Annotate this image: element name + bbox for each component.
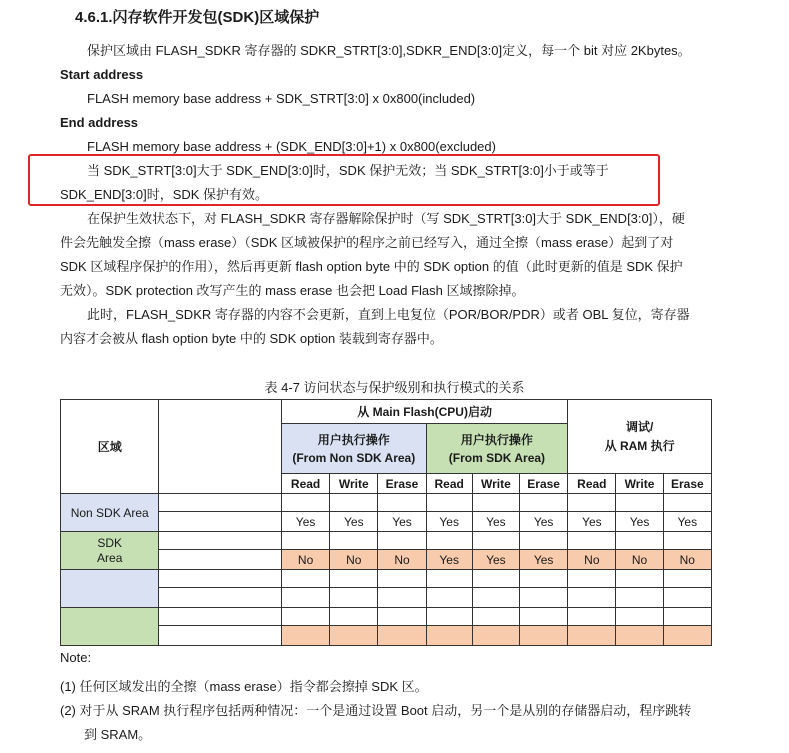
paragraph-2-line-2: 件会先触发全擦（mass erase）（SDK 区域被保护的程序之前已经写入，通过全擦（mass erase）起到了对 xyxy=(60,235,674,250)
sdk-area-label xyxy=(61,532,159,570)
value-cell: No xyxy=(281,550,329,570)
debug-header xyxy=(568,400,712,474)
intro-paragraph: 保护区域由 FLASH_SDKR 寄存器的 SDKR_STRT[3:0],SDKR_END[3:0]定义，每一个 bit 对应 2Kbytes。 xyxy=(87,43,691,58)
value-cell: Yes xyxy=(472,512,519,532)
value-cell: No xyxy=(378,550,426,570)
start-address-formula: FLASH memory base address + SDK_STRT[3:0] x 0x800(included) xyxy=(87,91,476,106)
note-2-line-1: (2) 对于从 SRAM 执行程序包括两种情况：一个是通过设置 Boot 启动，另一个是从别的存储器启动，程序跳转 xyxy=(60,703,692,718)
section-heading: 4.6.1.闪存软件开发包(SDK)区域保护 xyxy=(75,9,320,26)
note-1: (1) 任何区域发出的全擦（mass erase）指令都会擦掉 SDK 区。 xyxy=(60,679,428,694)
value-cell: Yes xyxy=(330,512,378,532)
value-cell: Yes xyxy=(520,512,568,532)
value-cell: Yes xyxy=(426,512,472,532)
value-cell: Yes xyxy=(663,512,711,532)
op-header: Read xyxy=(281,474,329,494)
start-address-label: Start address xyxy=(60,67,144,82)
region-header: 区域 xyxy=(61,400,159,494)
end-address-formula: FLASH memory base address + (SDK_END[3:0]+1) x 0x800(excluded) xyxy=(87,139,496,154)
user-non-sdk-header xyxy=(281,424,426,474)
paragraph-3-line-1: 此时，FLASH_SDKR 寄存器的内容不会更新，直到上电复位（POR/BOR/PDR）或者 OBL 复位，寄存器 xyxy=(87,307,690,322)
value-cell: No xyxy=(568,550,616,570)
paragraph-2-line-3: SDK 区域程序保护的作用），然后再更新 flash option byte 中的 SDK option 的值（此时更新的值是 SDK 保护 xyxy=(60,259,683,274)
op-header: Erase xyxy=(663,474,711,494)
user-sdk-header-line-2: (From SDK Area) xyxy=(448,450,546,465)
sdk-area-label-line-2: Area xyxy=(97,550,123,565)
value-cell: No xyxy=(663,550,711,570)
op-header: Erase xyxy=(378,474,426,494)
non-sdk-area-label: Non SDK Area xyxy=(61,494,159,532)
user-sdk-header-line-1: 用户执行操作 xyxy=(460,432,533,447)
paragraph-2-line-1: 在保护生效状态下，对 FLASH_SDKR 寄存器解除保护时（写 SDK_STRT[3:0]大于 SDK_END[3:0]），硬 xyxy=(87,211,685,226)
value-cell: Yes xyxy=(520,550,568,570)
paragraph-3-line-2: 内容才会被从 flash option byte 中的 SDK option 装载到寄存器中。 xyxy=(60,331,443,346)
access-table xyxy=(60,399,712,646)
value-cell: Yes xyxy=(281,512,329,532)
value-cell: Yes xyxy=(568,512,616,532)
op-header: Read xyxy=(426,474,472,494)
note-title: Note: xyxy=(60,650,92,665)
user-non-sdk-header-line-2: (From Non SDK Area) xyxy=(292,450,416,465)
op-header: Read xyxy=(568,474,616,494)
value-cell: Yes xyxy=(616,512,663,532)
op-header: Erase xyxy=(520,474,568,494)
value-cell: No xyxy=(330,550,378,570)
op-header: Write xyxy=(472,474,519,494)
blank-region-green xyxy=(61,608,159,646)
value-cell: No xyxy=(616,550,663,570)
sdk-area-label-line-1: SDK xyxy=(97,535,123,550)
highlight-line-2: SDK_END[3:0]时，SDK 保护有效。 xyxy=(60,187,269,202)
table-caption: 表 4-7 访问状态与保护级别和执行模式的关系 xyxy=(264,380,525,395)
user-non-sdk-header-line-1: 用户执行操作 xyxy=(317,432,390,447)
note-2-line-2: 到 SRAM。 xyxy=(84,727,152,742)
debug-header-line-2: 从 RAM 执行 xyxy=(604,438,675,453)
debug-header-line-1: 调试/ xyxy=(625,419,654,434)
empty-header-cell xyxy=(159,400,282,494)
paragraph-2-line-4: 无效）。SDK protection 改写产生的 mass erase 也会把 Load Flash 区域擦除掉。 xyxy=(60,283,525,298)
end-address-label: End address xyxy=(60,115,139,130)
value-cell: Yes xyxy=(472,550,519,570)
main-flash-header: 从 Main Flash(CPU)启动 xyxy=(281,400,567,424)
highlight-line-1: 当 SDK_STRT[3:0]大于 SDK_END[3:0]时，SDK 保护无效；当 SDK_STRT[3:0]小于或等于 xyxy=(87,163,609,178)
value-cell: Yes xyxy=(426,550,472,570)
op-header: Write xyxy=(616,474,663,494)
blank-region-blue xyxy=(61,570,159,608)
value-cell: Yes xyxy=(378,512,426,532)
op-header: Write xyxy=(330,474,378,494)
user-sdk-header xyxy=(426,424,568,474)
